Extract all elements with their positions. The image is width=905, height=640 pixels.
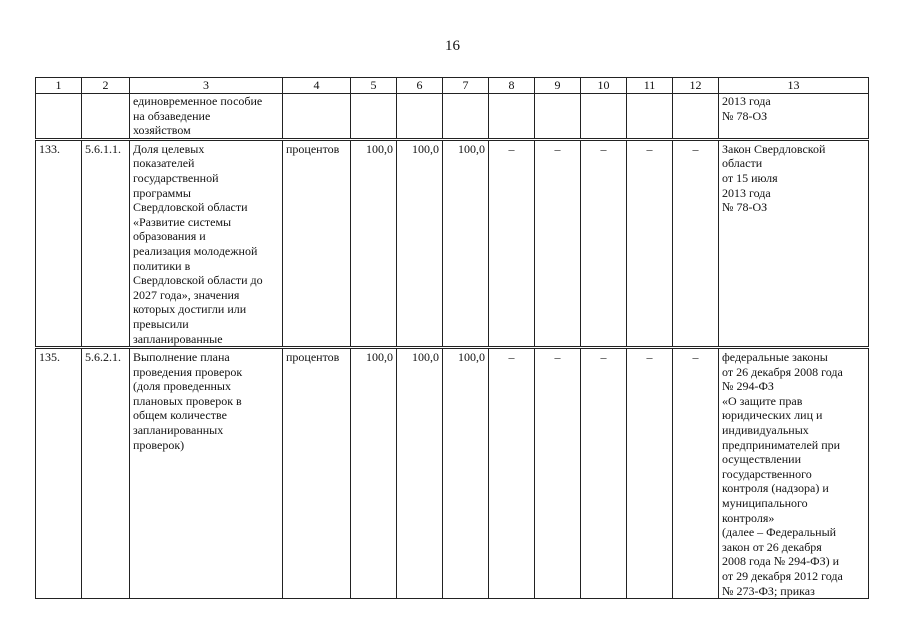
column-header: 1 (36, 78, 82, 94)
table-row (36, 139, 869, 347)
value-cell (351, 94, 397, 140)
column-header: 5 (351, 78, 397, 94)
row-number-cell: 135. (36, 348, 82, 599)
value-cell (673, 94, 719, 140)
value-cell: 100,0 (443, 139, 489, 347)
column-header: 4 (283, 78, 351, 94)
column-header: 12 (673, 78, 719, 94)
value-cell: – (489, 139, 535, 347)
indicators-table (35, 77, 869, 599)
column-header: 6 (397, 78, 443, 94)
value-cell (397, 94, 443, 140)
row-code-cell: 5.6.1.1. (82, 139, 130, 347)
value-cell (581, 94, 627, 140)
value-cell: – (673, 348, 719, 599)
row-number-cell (36, 94, 82, 140)
column-header: 11 (627, 78, 673, 94)
value-cell: 100,0 (397, 139, 443, 347)
column-header: 8 (489, 78, 535, 94)
row-code-cell (82, 94, 130, 140)
value-cell: 100,0 (351, 348, 397, 599)
row-code-cell: 5.6.2.1. (82, 348, 130, 599)
value-cell: – (627, 348, 673, 599)
value-cell (443, 94, 489, 140)
column-header: 7 (443, 78, 489, 94)
value-cell (535, 94, 581, 140)
table-header-row (36, 78, 869, 94)
table-row (36, 348, 869, 599)
table-row (36, 94, 869, 140)
value-cell: – (581, 348, 627, 599)
unit-cell: процентов (283, 139, 351, 347)
page-number: 16 (445, 38, 460, 54)
column-header: 10 (581, 78, 627, 94)
row-number-cell: 133. (36, 139, 82, 347)
column-header: 3 (130, 78, 283, 94)
indicator-name-cell: Выполнение плана проведения проверок (доля проведенных плановых проверок в общем количестве запланированных проверок) (130, 348, 283, 599)
value-cell: – (535, 139, 581, 347)
unit-cell (283, 94, 351, 140)
column-header: 9 (535, 78, 581, 94)
value-cell: 100,0 (397, 348, 443, 599)
value-cell (627, 94, 673, 140)
value-cell: 100,0 (443, 348, 489, 599)
unit-cell: процентов (283, 348, 351, 599)
column-header: 13 (719, 78, 869, 94)
value-cell: – (673, 139, 719, 347)
indicator-name-cell: единовременное пособие на обзаведение хозяйством (130, 94, 283, 140)
value-cell: – (535, 348, 581, 599)
value-cell: 100,0 (351, 139, 397, 347)
value-cell: – (581, 139, 627, 347)
indicator-name-cell: Доля целевых показателей государственной программы Свердловской области «Развитие системы образования и реализация молодежной политики в Свердловской области до 2027 года», значения которых достигли или превысили запланированные (130, 139, 283, 347)
source-cell: 2013 года № 78-ОЗ (719, 94, 869, 140)
value-cell: – (489, 348, 535, 599)
source-cell: Закон Свердловской области от 15 июля 2013 года № 78-ОЗ (719, 139, 869, 347)
value-cell: – (627, 139, 673, 347)
source-cell: федеральные законы от 26 декабря 2008 года № 294-ФЗ «О защите прав юридических лиц и индивидуальных предпринимателей при осуществлении государственного контроля (надзора) и муниципального контроля» (далее – Федеральный закон от 26 декабря 2008 года № 294-ФЗ) и от 29 декабря 2012 года № 273-ФЗ; приказ (719, 348, 869, 599)
column-header: 2 (82, 78, 130, 94)
value-cell (489, 94, 535, 140)
